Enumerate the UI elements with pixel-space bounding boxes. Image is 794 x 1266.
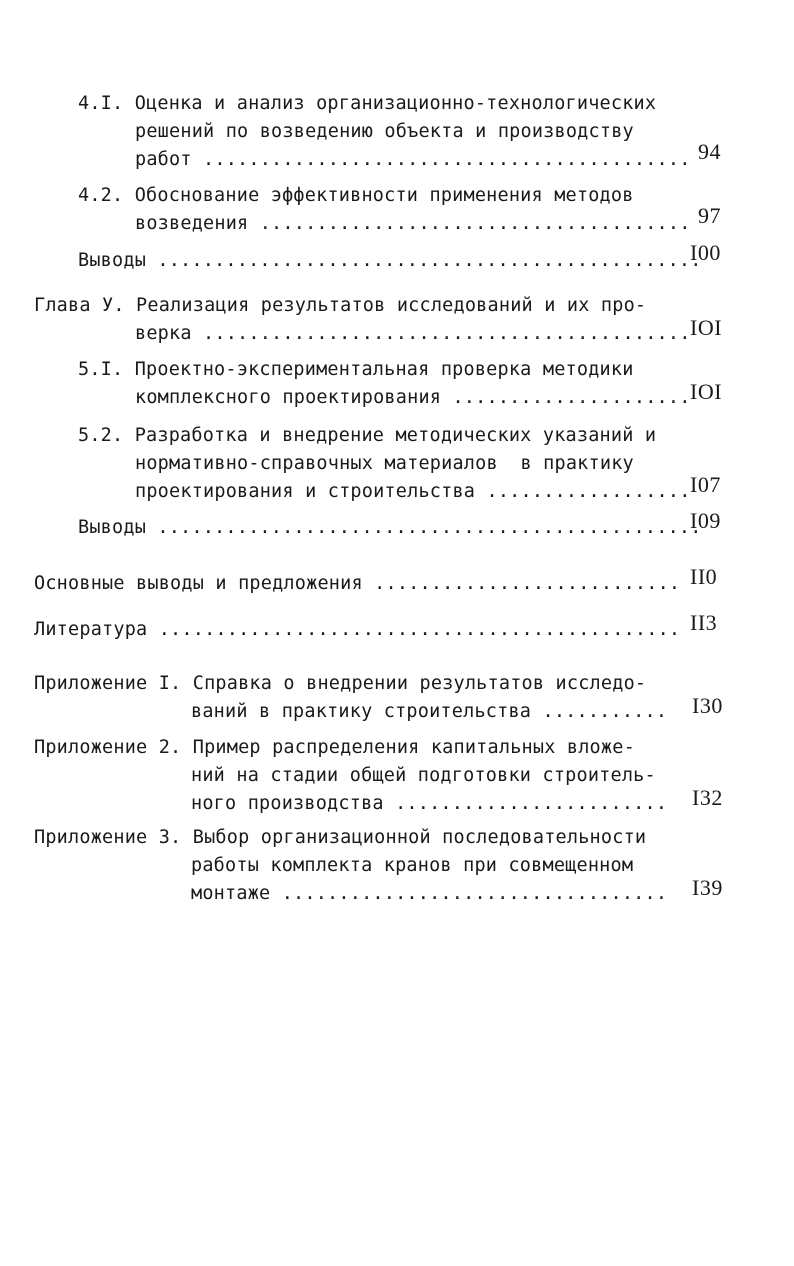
toc-entry-text: комплексного проектирования ..................... [135, 387, 691, 408]
toc-entry-text: Приложение I. Справка о внедрении результатов исследо- [34, 673, 647, 694]
toc-page-number: I30 [692, 693, 723, 718]
toc-page-number: II0 [690, 564, 718, 589]
toc-entry-text: нормативно-справочных материалов в практику [135, 453, 634, 474]
toc-entry-text: 5.2. Разработка и внедрение методических указаний и [78, 425, 657, 446]
toc-page-number: II3 [690, 610, 718, 635]
toc-entry-text: 5.I. Проектно-экспериментальная проверка методики [78, 359, 634, 380]
toc-page-number: IOI [690, 315, 723, 340]
toc-page-number: I07 [690, 472, 721, 497]
toc-entry-text: монтаже .................................. [191, 883, 668, 904]
toc-page-number: IOI [690, 379, 723, 404]
toc-entry-text: 4.I. Оценка и анализ организационно-технологических [78, 93, 657, 114]
toc-page-number: 94 [698, 139, 721, 164]
toc-entry-text: ний на стадии общей подготовки строитель- [191, 765, 656, 786]
toc-entry-text: 4.2. Обоснование эффективности применения методов [78, 185, 634, 206]
toc-page-number: I39 [692, 875, 723, 900]
toc-entry-text: работ ........................................... [135, 149, 691, 170]
toc-entry-text: решений по возведению объекта и производству [135, 121, 634, 142]
toc-entry-text: работы комплекта кранов при совмещенном [191, 855, 634, 876]
toc-page-number: 97 [698, 203, 721, 228]
toc-entry-text: Приложение 2. Пример распределения капитальных вложе- [34, 737, 635, 758]
toc-entry-text: ваний в практику строительства ........... [191, 701, 668, 722]
toc-entry-text: возведения ...................................... [135, 213, 691, 234]
toc-page-number: I09 [690, 508, 721, 533]
toc-entry-text: ного производства ........................ [191, 793, 668, 814]
toc-page-number: I32 [692, 785, 723, 810]
toc-page-number: I00 [690, 240, 721, 265]
toc-entry-text: Глава У. Реализация результатов исследований и их про- [34, 295, 647, 316]
toc-entry-text: проектирования и строительства .................. [135, 481, 691, 502]
toc-entry-text: Основные выводы и предложения ........................... [34, 573, 681, 594]
toc-entry-text: Выводы ................................................ [78, 517, 702, 538]
toc-entry-text: Литература .............................................. [34, 619, 681, 640]
toc-entry-text: Выводы ................................................ [78, 250, 702, 271]
toc-entry-text: Приложение 3. Выбор организационной последовательности [34, 827, 647, 848]
toc-entry-text: верка ........................................... [135, 323, 691, 344]
